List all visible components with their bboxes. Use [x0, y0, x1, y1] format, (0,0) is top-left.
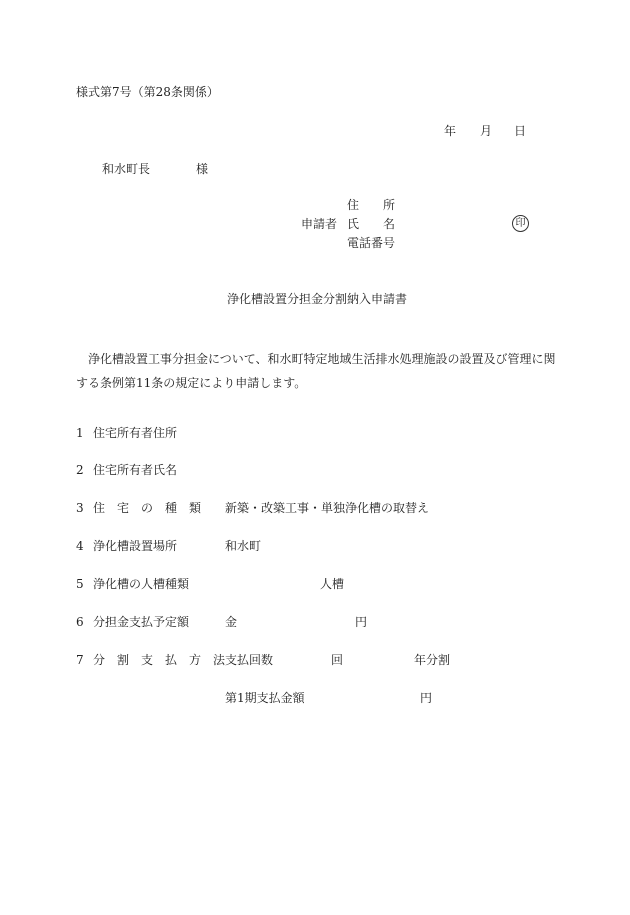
item-value: 和水町 [225, 539, 262, 553]
first-payment-suffix: 円 [420, 691, 433, 705]
applicant-name-label: 氏 名 [347, 217, 396, 231]
date-year-label: 年 [444, 124, 457, 138]
item-suffix-2: 年分割 [414, 653, 451, 667]
item-number: 5 [76, 577, 84, 591]
item-label: 住宅所有者住所 [93, 426, 178, 440]
item-suffix: 回 [331, 653, 344, 667]
date-month-label: 月 [480, 124, 493, 138]
item-suffix: 円 [355, 615, 368, 629]
addressee-honorific: 様 [196, 162, 209, 176]
item-number: 1 [76, 426, 84, 440]
item-number: 6 [76, 615, 84, 629]
seal-mark: 印 [512, 215, 529, 232]
applicant-phone-label: 電話番号 [347, 236, 396, 250]
document-title: 浄化槽設置分担金分割納入申請書 [227, 292, 408, 306]
item-label: 住宅所有者氏名 [93, 463, 178, 477]
date-day-label: 日 [514, 124, 527, 138]
item-value: 新築・改築工事・単独浄化槽の取替え [225, 501, 430, 515]
item-label: 分担金支払予定額 [93, 615, 190, 629]
first-payment-label: 第1期支払金額 [225, 691, 305, 705]
form-number: 様式第7号（第28条関係） [76, 85, 219, 99]
item-label: 住 宅 の 種 類 [93, 501, 202, 515]
body-text: 浄化槽設置工事分担金について、和水町特定地域生活排水処理施設の設置及び管理に関する条例第11条の規定により申請します。 [76, 352, 556, 390]
item-label: 浄化槽設置場所 [93, 539, 178, 553]
item-label: 分 割 支 払 方 法 [93, 653, 226, 667]
item-suffix: 人槽 [320, 577, 345, 591]
item-number: 2 [76, 463, 84, 477]
item-value: 金 [225, 615, 238, 629]
item-value: 支払回数 [225, 653, 274, 667]
addressee-name: 和水町長 [102, 162, 151, 176]
item-number: 4 [76, 539, 84, 553]
applicant-label: 申請者 [301, 217, 338, 231]
item-label: 浄化槽の人槽種類 [93, 577, 190, 591]
applicant-address-label: 住 所 [347, 198, 396, 212]
item-number: 3 [76, 501, 84, 515]
item-number: 7 [76, 653, 84, 667]
